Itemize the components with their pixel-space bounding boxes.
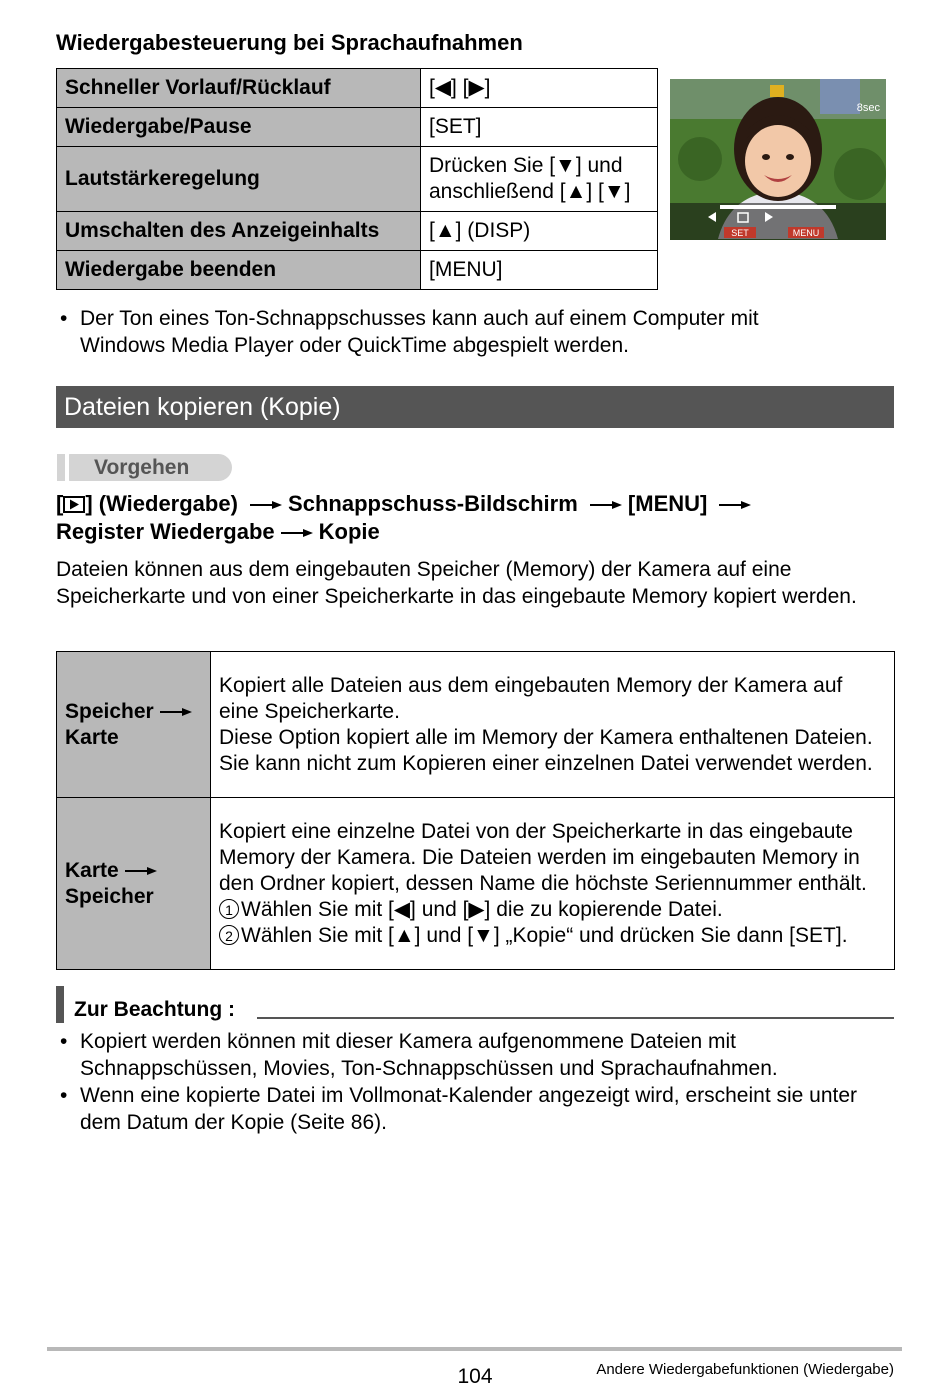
- step-item: [219, 923, 886, 949]
- desc-text: Diese Option kopiert alle im Memory der Kamera enthaltenen Dateien. Sie kann nicht zum Kopieren einer einzelnen Datei verwendet werden.: [219, 725, 873, 775]
- copy-key-b: Speicher: [65, 884, 154, 908]
- playback-control-table: [56, 68, 658, 290]
- arrow-right-icon: [590, 500, 622, 510]
- table-row: [57, 798, 895, 970]
- path-copy: Kopie: [318, 519, 380, 544]
- desc-text: Kopiert eine einzelne Datei von der Speicherkarte in das eingebaute Memory der Kamera. Die Dateien werden im eingebauten Memory in den Ordner kopiert, dessen Name die höchste Seriennummer enthält.: [219, 819, 867, 895]
- arrow-right-icon: [160, 707, 192, 717]
- notes-rule: [257, 1017, 894, 1019]
- table-row: [57, 108, 658, 147]
- control-value-line: anschließend [▲] [▼]: [429, 180, 631, 203]
- play-icon: [63, 496, 85, 513]
- footer-rule: [47, 1347, 902, 1351]
- copy-option-label: [57, 798, 211, 970]
- list-item: • Kopiert werden können mit dieser Kamera aufgenommene Dateien mit Schnappschüssen, Movies, Ton-Schnappschüssen und Sprachaufnahmen.: [56, 1028, 876, 1082]
- control-value-line: Drücken Sie [▼] und: [429, 154, 623, 177]
- arrow-right-icon: [281, 528, 313, 538]
- control-label: Wiedergabe/Pause: [57, 108, 421, 147]
- path-playback: ] (Wiedergabe): [85, 491, 238, 516]
- step-text: Wählen Sie mit [◀] und [▶] die zu kopierende Datei.: [241, 897, 723, 921]
- arrow-right-icon: [125, 866, 157, 876]
- step-number: 2: [219, 925, 239, 945]
- step-number: 1: [219, 899, 239, 919]
- notes-title: Zur Beachtung :: [74, 998, 235, 1021]
- path-screen: Schnappschuss-Bildschirm: [288, 491, 578, 516]
- copy-key-a: Karte: [65, 858, 119, 882]
- screen-time-label: 8sec: [856, 102, 880, 114]
- control-value: [SET]: [421, 108, 658, 147]
- copy-key-a: Speicher: [65, 699, 154, 723]
- path-menu: [MENU]: [627, 491, 708, 516]
- control-label: Schneller Vorlauf/Rücklauf: [57, 69, 421, 108]
- note-list: [56, 305, 846, 359]
- control-value: [MENU]: [421, 251, 658, 290]
- copy-option-label: [57, 652, 211, 798]
- child-photo: [670, 79, 886, 240]
- bracket-open: [: [56, 491, 64, 516]
- section-title: Dateien kopieren (Kopie): [56, 386, 894, 428]
- table-row: [57, 147, 658, 212]
- screen-set-label: SET: [731, 228, 749, 238]
- control-label: Umschalten des Anzeigeinhalts: [57, 212, 421, 251]
- arrow-right-icon: [719, 500, 751, 510]
- control-value: [◀] [▶]: [421, 69, 658, 108]
- page-number: 104: [457, 1365, 493, 1388]
- desc-text: Kopiert alle Dateien aus dem eingebauten Memory der Kamera auf eine Speicherkarte.: [219, 673, 843, 723]
- table-row: [57, 251, 658, 290]
- copy-options-table: [56, 651, 895, 970]
- notes-list: [56, 1028, 876, 1136]
- menu-path: [56, 490, 757, 546]
- control-label: Wiedergabe beenden: [57, 251, 421, 290]
- table-row: [57, 652, 895, 798]
- camera-screen-image: [670, 79, 886, 240]
- step-item: [219, 897, 886, 923]
- path-tab: Register Wiedergabe: [56, 519, 275, 544]
- copy-key-b: Karte: [65, 725, 119, 749]
- step-text: Wählen Sie mit [▲] und [▼] „Kopie“ und drücken Sie dann [SET].: [241, 923, 848, 947]
- copy-option-desc: [211, 798, 895, 970]
- screen-menu-label: MENU: [792, 228, 820, 238]
- procedure-label: Vorgehen: [94, 456, 190, 479]
- control-label: Lautstärkeregelung: [57, 147, 421, 212]
- list-item: • Der Ton eines Ton-Schnappschusses kann auch auf einem Computer mit Windows Media Player oder QuickTime abgespielt werden.: [56, 305, 846, 359]
- control-heading: Wiedergabesteuerung bei Sprachaufnahmen: [56, 30, 523, 55]
- list-item: • Wenn eine kopierte Datei im Vollmonat-Kalender angezeigt wird, erscheint sie unter dem Datum der Kopie (Seite 86).: [56, 1082, 876, 1136]
- procedure-badge: [57, 454, 232, 481]
- control-value: [421, 147, 658, 212]
- table-row: [57, 212, 658, 251]
- control-value: [▲] (DISP): [421, 212, 658, 251]
- footer-chapter: Andere Wiedergabefunktionen (Wiedergabe): [596, 1361, 894, 1378]
- notes-marker: [56, 986, 64, 1023]
- arrow-right-icon: [250, 500, 282, 510]
- intro-paragraph: Dateien können aus dem eingebauten Speicher (Memory) der Kamera auf eine Speicherkarte und von einer Speicherkarte in das eingebaute Memory kopiert werden.: [56, 558, 857, 608]
- table-row: [57, 69, 658, 108]
- copy-option-desc: [211, 652, 895, 798]
